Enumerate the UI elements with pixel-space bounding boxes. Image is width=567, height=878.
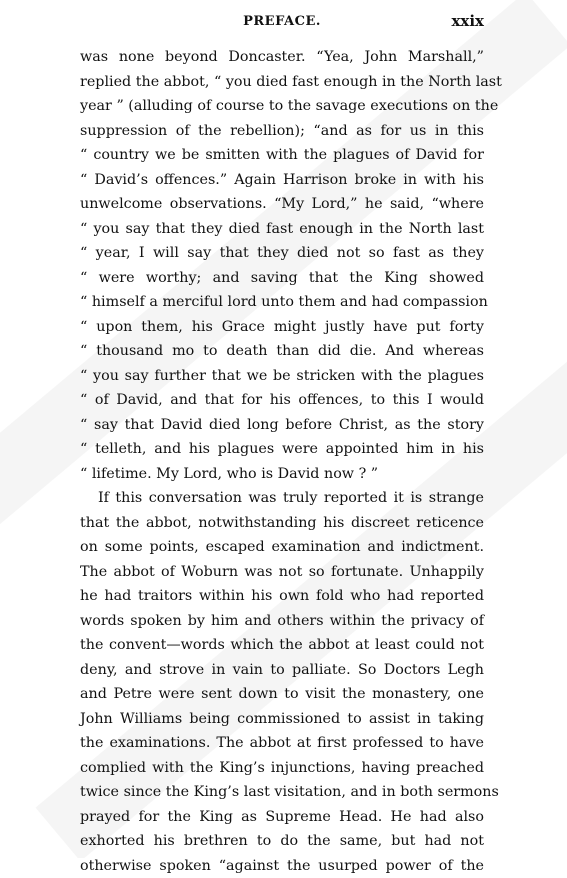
text-line: suppression of the rebellion); “and as for us in this (80, 119, 484, 144)
text-line: was none beyond Doncaster. “Yea, John Marshall,” (80, 45, 484, 70)
text-line: “ upon them, his Grace might justly have put forty (80, 315, 484, 340)
text-line: “ lifetime. My Lord, who is David now ? ” (80, 462, 484, 487)
text-line: on some points, escaped examination and indictment. (80, 535, 484, 560)
text-line: “ telleth, and his plagues were appointed him in his (80, 437, 484, 462)
text-line: prayed for the King as Supreme Head. He had also (80, 805, 484, 830)
text-line: “ David’s offences.” Again Harrison broke in with his (80, 168, 484, 193)
text-line: “ you say that they died fast enough in the North last (80, 217, 484, 242)
text-line: The abbot of Woburn was not so fortunate. Unhappily (80, 560, 484, 585)
text-line: “ country we be smitten with the plagues of David for (80, 143, 484, 168)
text-line: and Petre were sent down to visit the monastery, one (80, 682, 484, 707)
text-line: John Williams being commissioned to assist in taking (80, 707, 484, 732)
text-line: deny, and strove in vain to palliate. So Doctors Legh (80, 658, 484, 683)
text-line: “ say that David died long before Christ, as the story (80, 413, 484, 438)
text-line: he had traitors within his own fold who had reported (80, 584, 484, 609)
text-line: “ you say further that we be stricken with the plagues (80, 364, 484, 389)
text-line: the convent—words which the abbot at least could not (80, 633, 484, 658)
text-line: “ were worthy; and saving that the King showed (80, 266, 484, 291)
text-line: exhorted his brethren to do the same, but had not (80, 829, 484, 854)
paragraph-start-line: If this conversation was truly reported it is strange (80, 486, 484, 511)
text-line: twice since the King’s last visitation, and in both sermons (80, 780, 484, 805)
page-header (80, 14, 484, 34)
running-title: PREFACE. (80, 14, 484, 29)
text-line: “ thousand mo to death than did die. And whereas (80, 339, 484, 364)
text-line: otherwise spoken “against the usurped power of the (80, 854, 484, 878)
text-line: complied with the King’s injunctions, having preached (80, 756, 484, 781)
text-line: “ himself a merciful lord unto them and had compassion (80, 290, 484, 315)
text-line: “ of David, and that for his offences, to this I would (80, 388, 484, 413)
body-text (80, 45, 484, 878)
text-line: that the abbot, notwithstanding his discreet reticence (80, 511, 484, 536)
text-line: words spoken by him and others within the privacy of (80, 609, 484, 634)
text-line: “ year, I will say that they died not so fast as they (80, 241, 484, 266)
page-number: xxix (451, 12, 484, 30)
text-line: replied the abbot, “ you died fast enough in the North last (80, 70, 484, 95)
text-line: unwelcome observations. “My Lord,” he said, “where (80, 192, 484, 217)
text-line: the examinations. The abbot at first professed to have (80, 731, 484, 756)
text-line: year ” (alluding of course to the savage executions on the (80, 94, 484, 119)
